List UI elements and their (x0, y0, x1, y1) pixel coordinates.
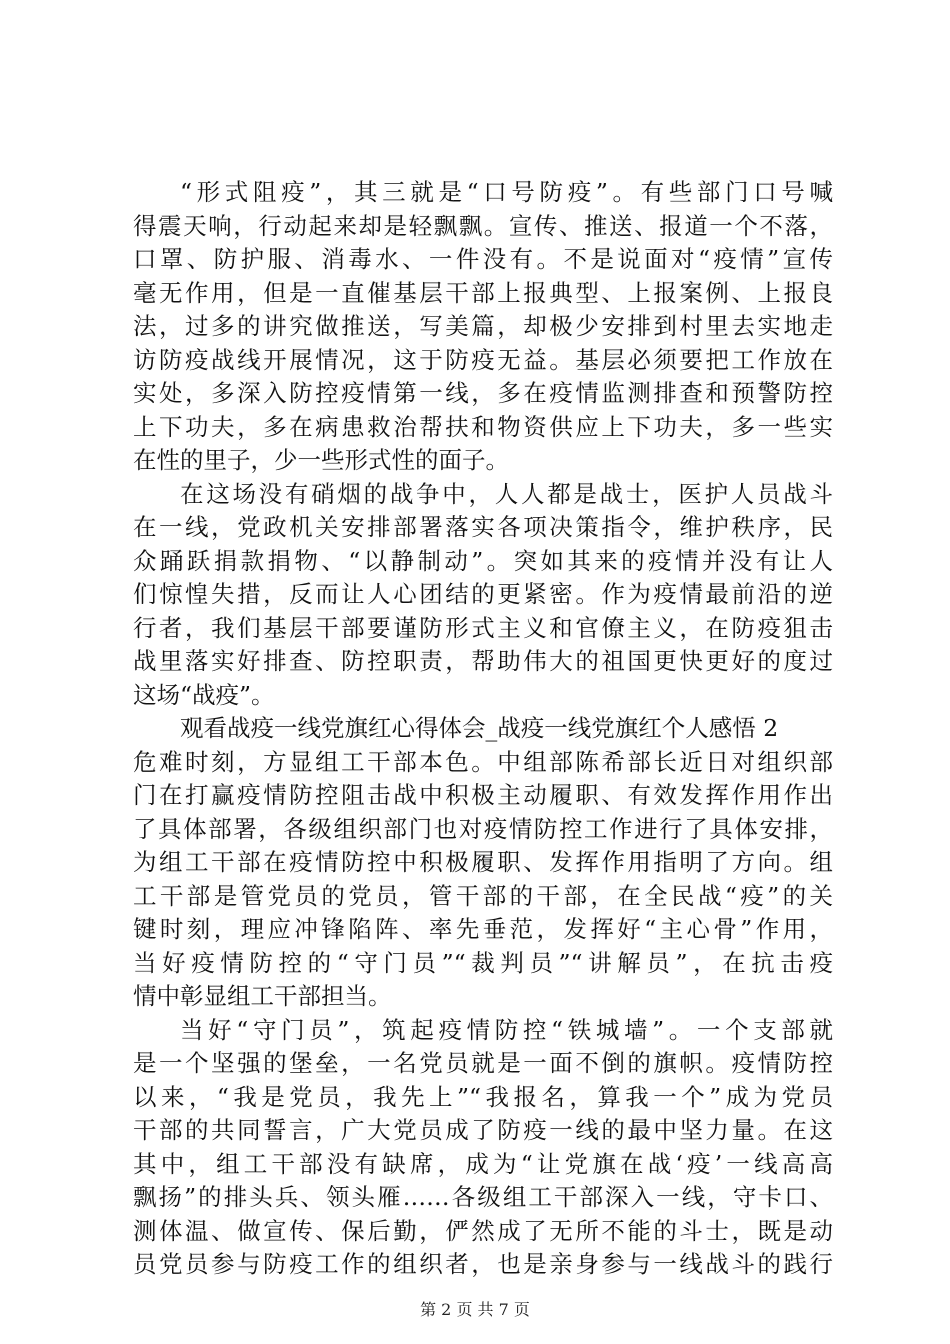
text-line: 是一个坚强的堡垒，一名党员就是一面不倒的旗帜。疫情防控 (133, 1049, 833, 1077)
text-line: 这场“战疫”。 (133, 680, 275, 709)
text-line: 毫无作用，但是一直催基层干部上报典型、上报案例、上报良 (133, 278, 833, 307)
paragraph (133, 176, 833, 478)
text-line: 危难时刻，方显组工干部本色。中组部陈希部长近日对组织部 (133, 747, 833, 776)
text-line: 飘扬”的排头兵、领头雁……各级组工干部深入一线，守卡口、 (133, 1183, 833, 1211)
text-line: 门在打赢疫情防控阻击战中积极主动履职、有效发挥作用作出 (133, 781, 833, 809)
heading-line: 观看战疫一线党旗红心得体会_战疫一线党旗红个人感悟 2 (180, 714, 779, 742)
text-line: 干部的共同誓言，广大党员成了防疫一线的最中坚力量。在这 (133, 1116, 833, 1144)
text-line: 上下功夫，多在病患救治帮扶和物资供应上下功夫，多一些实 (133, 412, 833, 441)
text-line: 在性的里子，少一些形式性的面子。 (133, 446, 509, 474)
text-line: 情中彰显组工干部担当。 (133, 982, 392, 1010)
text-line: 员党员参与防疫工作的组织者，也是亲身参与一线战斗的践行 (133, 1250, 833, 1278)
text-line: 其中，组工干部没有缺席，成为“让党旗在战‘疫’一线高高 (133, 1149, 833, 1178)
text-line: 测体温、做宣传、保后勤，俨然成了无所不能的斗士，既是动 (133, 1216, 833, 1245)
text-line: 键时刻，理应冲锋陷阵、率先垂范，发挥好“主心骨”作用， (133, 915, 833, 943)
text-line: 访防疫战线开展情况，这于防疫无益。基层必须要把工作放在 (133, 345, 833, 374)
text-line: 众踊跃捐款捐物、“以静制动”。突如其来的疫情并没有让人 (133, 546, 833, 575)
text-line: 工干部是管党员的党员，管干部的干部，在全民战“疫”的关 (133, 881, 833, 910)
text-line: 实处，多深入防控疫情第一线，多在疫情监测排查和预警防控 (133, 379, 833, 407)
text-line: 在一线，党政机关安排部署落实各项决策指令，维护秩序，民 (133, 513, 833, 541)
text-line: 了具体部署，各级组织部门也对疫情防控工作进行了具体安排， (133, 814, 833, 843)
text-line: 在这场没有硝烟的战争中，人人都是战士，医护人员战斗 (180, 479, 833, 508)
text-line: 当好疫情防控的“守门员”“裁判员”“讲解员”，在抗击疫 (133, 948, 833, 977)
text-line: 得震天响，行动起来却是轻飘飘。宣传、推送、报道一个不落， (133, 211, 833, 240)
section-heading (133, 712, 833, 746)
text-line: 行者，我们基层干部要谨防形式主义和官僚主义，在防疫狙击 (133, 613, 833, 642)
text-line: 当好“守门员”，筑起疫情防控“铁城墙”。一个支部就 (180, 1015, 833, 1044)
text-line: 们惊惶失措，反而让人心团结的更紧密。作为疫情最前沿的逆 (133, 580, 833, 608)
page-number-label: 第 2 页 共 7 页 (420, 1300, 530, 1319)
page-footer (0, 1300, 950, 1320)
paragraph (133, 1014, 833, 1282)
text-line: 战里落实好排查、防控职责，帮助伟大的祖国更快更好的度过 (133, 647, 833, 675)
paragraph (133, 478, 833, 713)
text-line: 法，过多的讲究做推送，写美篇，却极少安排到村里去实地走 (133, 312, 833, 340)
text-line: “形式阻疫”，其三就是“口号防疫”。有些部门口号喊 (180, 178, 833, 206)
paragraph (133, 746, 833, 1014)
text-line: 口罩、防护服、消毒水、一件没有。不是说面对“疫情”宣传 (133, 245, 833, 273)
text-line: 以来，“我是党员，我先上”“我报名，算我一个”成为党员 (133, 1082, 833, 1111)
document-body (133, 176, 833, 1282)
text-line: 为组工干部在疫情防控中积极履职、发挥作用指明了方向。组 (133, 848, 833, 876)
